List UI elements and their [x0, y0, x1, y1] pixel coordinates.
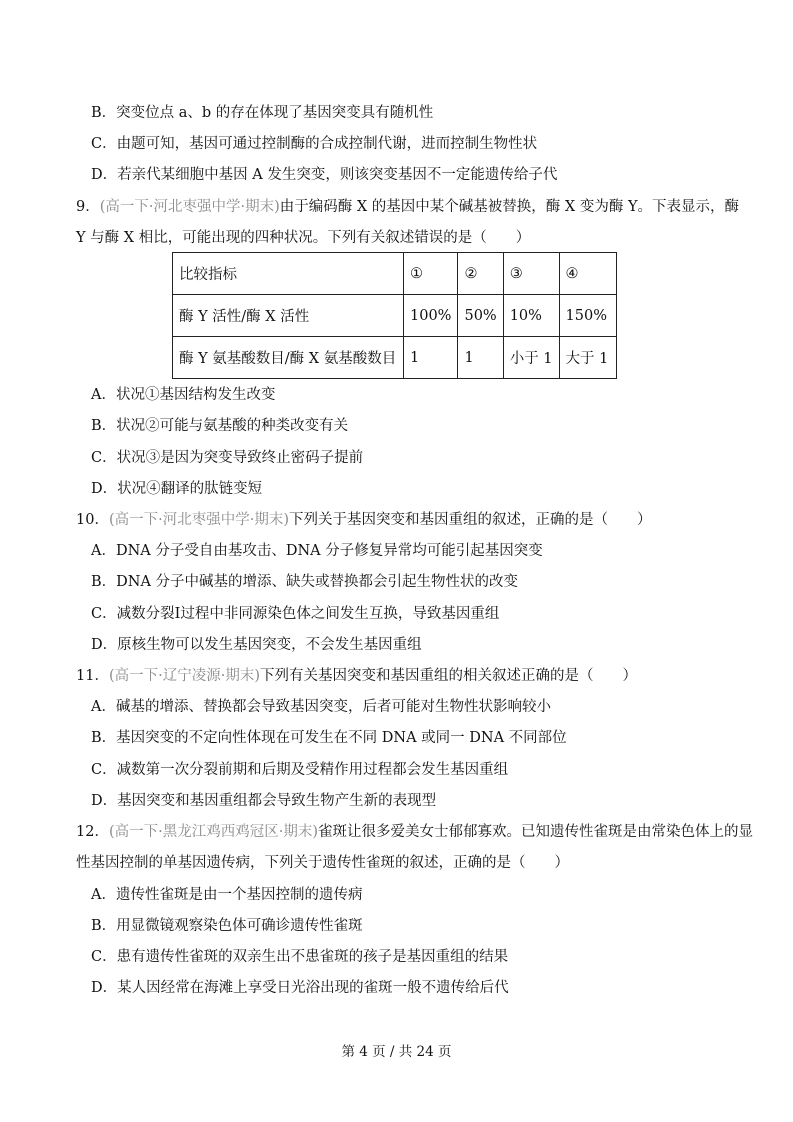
table-cell: 10%: [503, 295, 559, 337]
q9-source: (高一下·河北枣强中学·期末): [99, 199, 280, 215]
table-cell: 小于 1: [503, 337, 559, 379]
q9-stem-line1: 由于编码酶 X 的基因中某个碱基被替换，酶 X 变为酶 Y。下表显示，酶: [279, 199, 740, 215]
q10-stem: [76, 510, 651, 530]
q9-option-c: C．状况③是因为突变导致终止密码子提前: [91, 450, 364, 466]
q9-table: [172, 252, 617, 379]
q10-stem-text: 下列关于基因突变和基因重组的叙述，正确的是（ ）: [288, 512, 652, 528]
table-row: [173, 295, 617, 337]
q12-stem-line2: 性基因控制的单基因遗传病，下列关于遗传性雀斑的叙述，正确的是（ ）: [76, 855, 569, 871]
table-cell: 酶 Y 氨基酸数目/酶 X 氨基酸数目: [173, 337, 404, 379]
q10-number: 10．: [76, 512, 109, 528]
q9-stem: [76, 197, 739, 217]
q11-option-c: C．减数第一次分裂前期和后期及受精作用过程都会发生基因重组: [91, 762, 509, 778]
q12-number: 12．: [76, 824, 109, 840]
page-footer: 第 4 页 / 共 24 页: [341, 1044, 452, 1060]
q9-stem-line2: Y 与酶 X 相比，可能出现的四种状况。下列有关叙述错误的是（ ）: [76, 230, 531, 246]
q12-option-c: C．患有遗传性雀斑的双亲生出不患雀斑的孩子是基因重组的结果: [91, 949, 509, 965]
q10-option-a: A．DNA 分子受自由基攻击、DNA 分子修复异常均可能引起基因突变: [91, 543, 543, 559]
q12-option-d: D．某人因经常在海滩上享受日光浴出现的雀斑一般不遗传给后代: [91, 980, 509, 996]
q11-stem-text: 下列有关基因突变和基因重组的相关叙述正确的是（ ）: [260, 668, 637, 684]
q9-number: 9．: [76, 199, 100, 215]
q11-option-d: D．基因突变和基因重组都会导致生物产生新的表现型: [91, 793, 437, 809]
table-header-cell: ④: [559, 253, 616, 295]
q12-option-b: B．用显微镜观察染色体可确诊遗传性雀斑: [91, 918, 363, 934]
q12-source: (高一下·黑龙江鸡西鸡冠区·期末): [108, 824, 318, 840]
q9-option-d: D．状况④翻译的肽链变短: [91, 481, 263, 497]
table-header-cell: 比较指标: [173, 253, 404, 295]
q8-option-b: B．突变位点 a、b 的存在体现了基因突变具有随机性: [91, 105, 434, 121]
table-cell: 150%: [559, 295, 616, 337]
q12-option-a: A．遗传性雀斑是由一个基因控制的遗传病: [91, 887, 363, 903]
table-cell: 酶 Y 活性/酶 X 活性: [173, 295, 404, 337]
q11-source: (高一下·辽宁凌源·期末): [108, 668, 260, 684]
table-cell: 1: [404, 337, 458, 379]
table-cell: 1: [458, 337, 503, 379]
table-header-cell: ②: [458, 253, 503, 295]
q12-stem: [76, 822, 753, 842]
q8-option-d: D．若亲代某细胞中基因 A 发生突变，则该突变基因不一定能遗传给子代: [91, 167, 558, 183]
q12-stem-line1: 雀斑让很多爱美女士郁郁寡欢。已知遗传性雀斑是由常染色体上的显: [317, 824, 753, 840]
q10-source: (高一下·河北枣强中学·期末): [108, 512, 289, 528]
table-cell: 100%: [404, 295, 458, 337]
q10-option-c: C．减数分裂Ⅰ过程中非同源染色体之间发生互换，导致基因重组: [91, 606, 500, 622]
q9-option-b: B．状况②可能与氨基酸的种类改变有关: [91, 418, 349, 434]
table-header-row: [173, 253, 617, 295]
q10-option-b: B．DNA 分子中碱基的增添、缺失或替换都会引起生物性状的改变: [91, 574, 519, 590]
table-header-cell: ③: [503, 253, 559, 295]
table-cell: 大于 1: [559, 337, 616, 379]
table-header-cell: ①: [404, 253, 458, 295]
q10-option-d: D．原核生物可以发生基因突变，不会发生基因重组: [91, 637, 422, 653]
q9-option-a: A．状况①基因结构发生改变: [91, 387, 276, 403]
table-row: [173, 337, 617, 379]
q11-option-b: B．基因突变的不定向性体现在可发生在不同 DNA 或同一 DNA 不同部位: [91, 730, 567, 746]
q11-option-a: A．碱基的增添、替换都会导致基因突变，后者可能对生物性状影响较小: [91, 699, 551, 715]
q11-number: 11．: [76, 668, 109, 684]
q8-option-c: C．由题可知，基因可通过控制酶的合成控制代谢，进而控制生物性状: [91, 136, 538, 152]
table-cell: 50%: [458, 295, 503, 337]
q11-stem: [76, 666, 637, 686]
